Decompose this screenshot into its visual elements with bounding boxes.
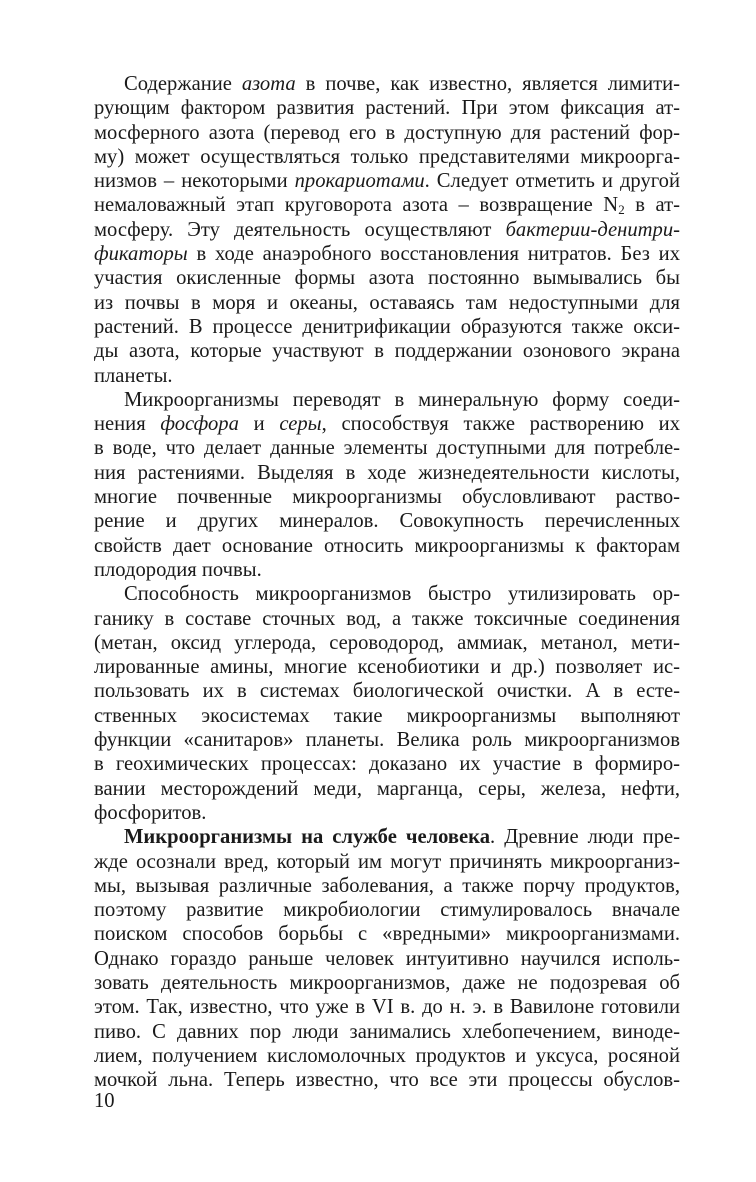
text-line: [94, 242, 680, 266]
text-line: [94, 607, 680, 631]
text-line: [94, 315, 680, 339]
bold-heading: Микроорганизмы на службе человека: [124, 826, 491, 849]
text-line: [94, 96, 680, 120]
text-line: [94, 72, 680, 96]
text-line: [94, 679, 680, 703]
italic-term: серы: [279, 413, 322, 436]
subscript: 2: [618, 202, 625, 218]
text-line: [94, 850, 680, 874]
text-line: [94, 534, 680, 558]
text-run: в ходе анаэробного восстановления нитратов. Без их: [187, 243, 680, 266]
text-line: [94, 558, 680, 582]
paragraph: [94, 582, 680, 825]
text-run: мосферу. Эту деятельность осуществляют: [94, 218, 506, 241]
text-line: [94, 509, 680, 533]
text-line: [94, 266, 680, 290]
text-run: плодородия почвы.: [94, 558, 262, 581]
text-line: [94, 801, 680, 825]
text-line: [94, 145, 680, 169]
text-line: [94, 169, 680, 193]
italic-term: азота: [241, 73, 296, 95]
text-run: мочкой льна. Теперь известно, что все эти процессы обуслов-: [94, 1069, 680, 1092]
text-run: мы, вызывая различные заболевания, а также порчу продуктов,: [94, 874, 680, 897]
text-run: участия окисленные формы азота постоянно вымывались бы: [94, 267, 680, 290]
text-line: [94, 364, 680, 388]
text-line: [94, 121, 680, 145]
text-run: из почвы в моря и океаны, оставаясь там недоступными для: [94, 291, 680, 314]
text-line: [94, 922, 680, 946]
text-line: [94, 874, 680, 898]
text-line: [94, 582, 680, 606]
paragraph: [94, 825, 680, 1092]
text-run: (метан, оксид углерода, сероводород, аммиак, метанол, мети-: [94, 631, 680, 654]
text-line: [94, 436, 680, 460]
text-run: . Следует отметить и другой: [424, 170, 680, 193]
text-line: [94, 1068, 680, 1092]
text-run: ды азота, которые участвуют в поддержании озонового экрана: [94, 340, 680, 363]
text-run: нения: [94, 413, 161, 436]
paragraph: [94, 72, 680, 388]
paragraph: [94, 388, 680, 582]
text-run: планеты.: [94, 364, 173, 387]
text-run: вании месторождений меди, марганца, серы, железа, нефти,: [94, 777, 680, 800]
text-run: ственных экосистемах такие микроорганизмы выполняют: [94, 704, 680, 727]
text-line: [94, 631, 680, 655]
text-run: зовать деятельность микроорганизмов, даже не подозревая об: [94, 971, 680, 994]
italic-term: фикаторы: [94, 243, 188, 266]
text-run: . Древние люди пре-: [490, 826, 681, 849]
text-line: [94, 947, 680, 971]
text-run: немаловажный этап круговорота азота – возвращение N: [94, 194, 619, 217]
text-run: , способствуя также растворению их: [321, 413, 681, 436]
text-line: [94, 1044, 680, 1068]
text-line: [94, 995, 680, 1019]
text-run: в воде, что делает данные элементы доступными для потребле-: [94, 437, 680, 460]
text-line: [94, 291, 680, 315]
text-line: [94, 752, 680, 776]
text-run: Микроорганизмы переводят в минеральную форму соеди-: [124, 388, 680, 411]
text-run: поэтому развитие микробиологии стимулировалось вначале: [94, 899, 680, 922]
text-line: [94, 218, 680, 242]
text-line: [94, 193, 680, 217]
text-run: рение и других минералов. Совокупность перечисленных: [94, 510, 680, 533]
text-run: Содержание: [124, 73, 242, 95]
italic-term: прокариотами: [294, 170, 425, 193]
text-run: ганику в составе сточных вод, а также токсичные соединения: [94, 607, 680, 630]
text-run: пользовать их в системах биологической очистки. А в есте-: [94, 680, 680, 703]
text-run: в ат-: [624, 194, 680, 217]
text-run: Способность микроорганизмов быстро утилизировать ор-: [124, 583, 680, 606]
text-line: [94, 971, 680, 995]
text-line: [94, 1020, 680, 1044]
text-run: лированные амины, многие ксенобиотики и др.) позволяет ис-: [94, 656, 680, 679]
text-line: [94, 388, 680, 412]
text-run: низмов – некоторыми: [94, 170, 295, 193]
text-line: [94, 777, 680, 801]
text-line: [94, 485, 680, 509]
italic-term: бактерии-денитри-: [505, 218, 680, 241]
text-line: [94, 655, 680, 679]
text-run: пиво. С давних пор люди занимались хлебопечением, виноде-: [94, 1020, 680, 1043]
text-run: му) может осуществляться только представителями микроорга-: [94, 145, 680, 168]
italic-term: фосфора: [160, 413, 239, 436]
text-line: [94, 898, 680, 922]
text-run: ния растениями. Выделяя в ходе жизнедеятельности кислоты,: [94, 461, 680, 484]
text-run: функции «санитаров» планеты. Велика роль микроорганизмов: [94, 729, 680, 752]
text-run: жде осознали вред, который им могут причинять микроорганиз-: [94, 850, 680, 873]
page-body: [94, 72, 680, 1092]
text-line: [94, 704, 680, 728]
text-run: мосферного азота (перевод его в доступную для растений фор-: [94, 121, 680, 144]
text-line: [94, 728, 680, 752]
text-run: рующим фактором развития растений. При этом фиксация ат-: [94, 97, 680, 120]
text-run: многие почвенные микроорганизмы обусловливают раство-: [94, 486, 680, 509]
text-run: в почве, как известно, является лимити-: [295, 73, 680, 95]
text-run: растений. В процессе денитрификации образуются также окси-: [94, 315, 680, 338]
text-line: [94, 412, 680, 436]
text-run: поиском способов борьбы с «вредными» микроорганизмами.: [94, 923, 680, 946]
text-run: свойств дает основание относить микроорганизмы к факторам: [94, 534, 680, 557]
text-line: [94, 461, 680, 485]
text-run: Однако гораздо раньше человек интуитивно научился исполь-: [94, 947, 680, 970]
text-line: [94, 339, 680, 363]
text-run: в геохимических процессах: доказано их участие в формиро-: [94, 753, 680, 776]
text-line: [94, 825, 680, 849]
page-number: 10: [94, 1090, 115, 1112]
text-run: и: [238, 413, 280, 436]
text-run: лием, получением кисломолочных продуктов и уксуса, росяной: [94, 1044, 680, 1067]
text-run: этом. Так, известно, что уже в VI в. до н. э. в Вавилоне готовили: [94, 996, 680, 1019]
text-run: фосфоритов.: [94, 801, 207, 824]
